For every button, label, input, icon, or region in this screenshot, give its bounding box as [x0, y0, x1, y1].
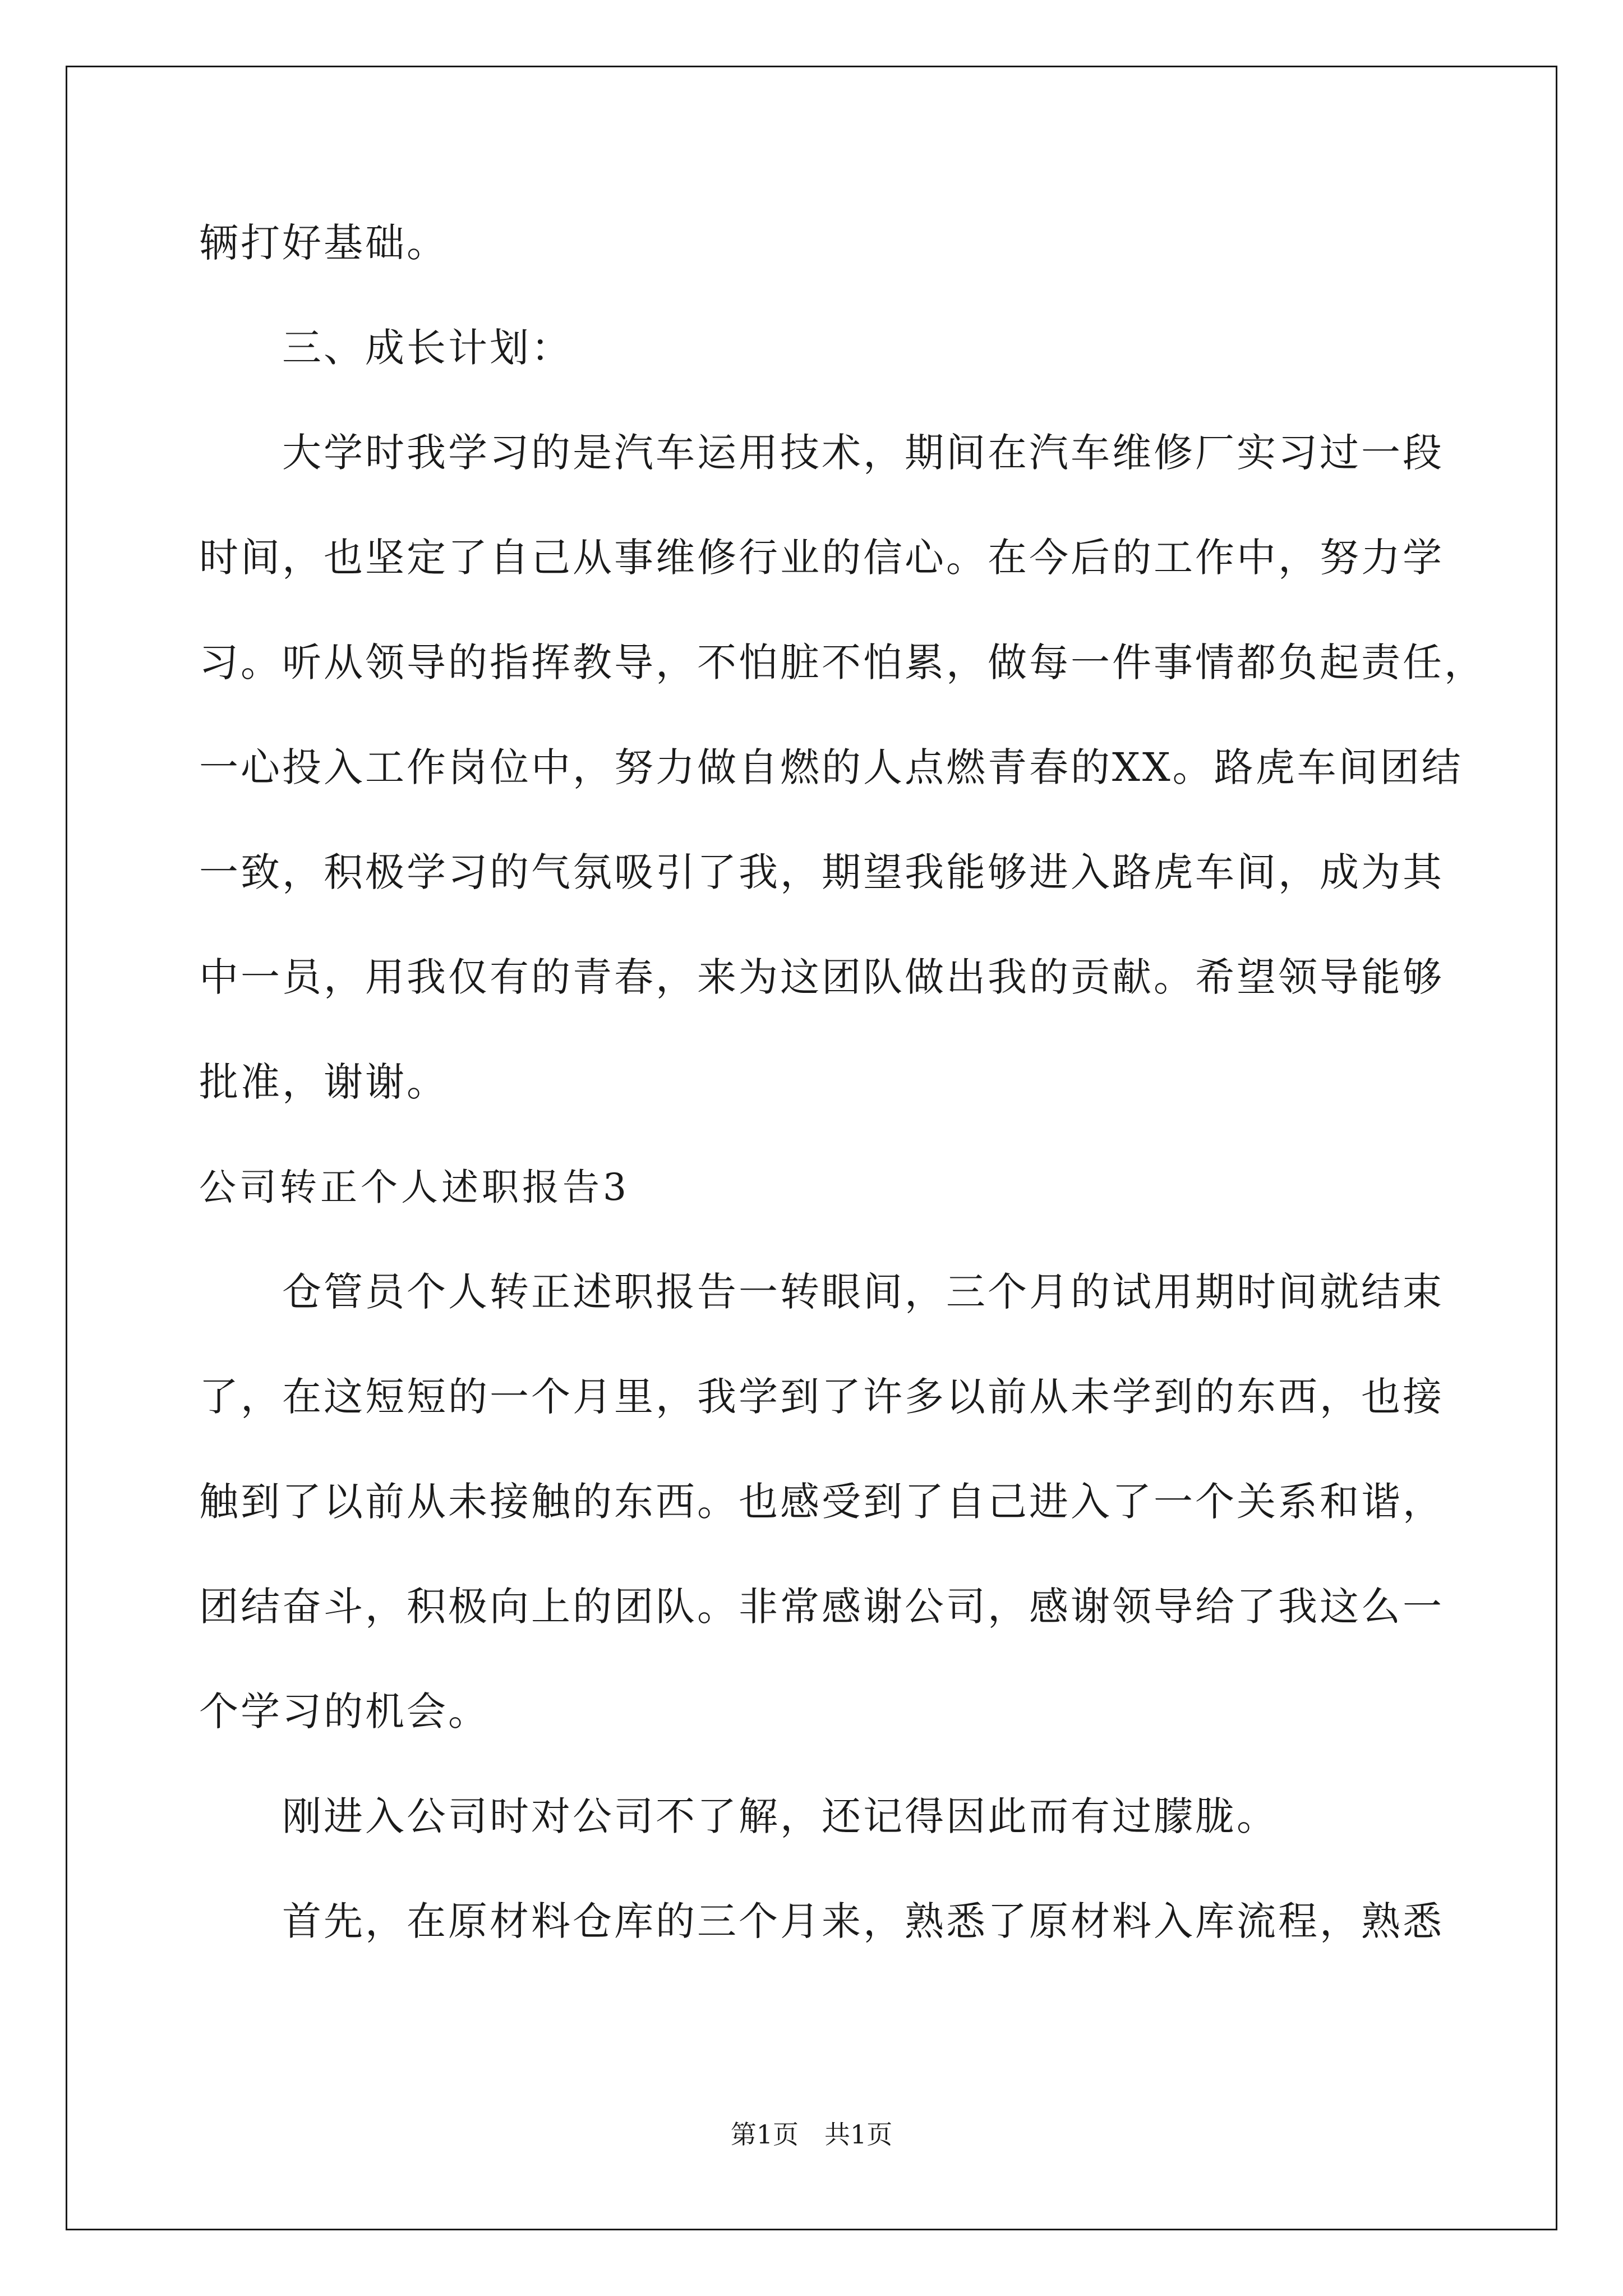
text-line: 个学习的机会。	[199, 1688, 490, 1734]
text-line: 触到了以前从未接触的东西。也感受到了自己进入了一个关系和谐，	[199, 1479, 1444, 1525]
text-line: 了，在这短短的一个月里，我学到了许多以前从未学到的东西，也接	[199, 1374, 1444, 1420]
text-line: 团结奋斗，积极向上的团队。非常感谢公司，感谢领导给了我这么一	[199, 1584, 1444, 1630]
text-line: 辆打好基础。	[199, 220, 448, 266]
text-line: 中一员，用我仅有的青春，来为这团队做出我的贡献。希望领导能够	[199, 954, 1444, 1000]
text-line: 首先，在原材料仓库的三个月来，熟悉了原材料入库流程，熟悉	[282, 1898, 1444, 1944]
text-line: 时间，也坚定了自己从事维修行业的信心。在今后的工作中，努力学	[199, 535, 1444, 581]
text-line: 一致，积极学习的气氛吸引了我，期望我能够进入路虎车间，成为其	[199, 849, 1444, 895]
text-line: 大学时我学习的是汽车运用技术，期间在汽车维修厂实习过一段	[282, 430, 1444, 476]
text-line: 批准，谢谢。	[199, 1059, 448, 1105]
section-heading: 三、成长计划：	[282, 325, 573, 371]
page-footer: 第1页 共1页	[730, 2119, 893, 2150]
document-body	[199, 191, 1486, 1974]
text-line: 仓管员个人转正述职报告一转眼间，三个月的试用期时间就结束	[282, 1269, 1444, 1315]
text-line: 习。听从领导的指挥教导，不怕脏不怕累，做每一件事情都负起责任，	[199, 639, 1486, 685]
report-title: 公司转正个人述职报告3	[199, 1166, 630, 1209]
text-line: 一心投入工作岗位中，努力做自燃的人点燃青春的XX。路虎车间团结	[199, 744, 1463, 790]
text-line: 刚进入公司时对公司不了解，还记得因此而有过朦胧。	[282, 1793, 1278, 1839]
